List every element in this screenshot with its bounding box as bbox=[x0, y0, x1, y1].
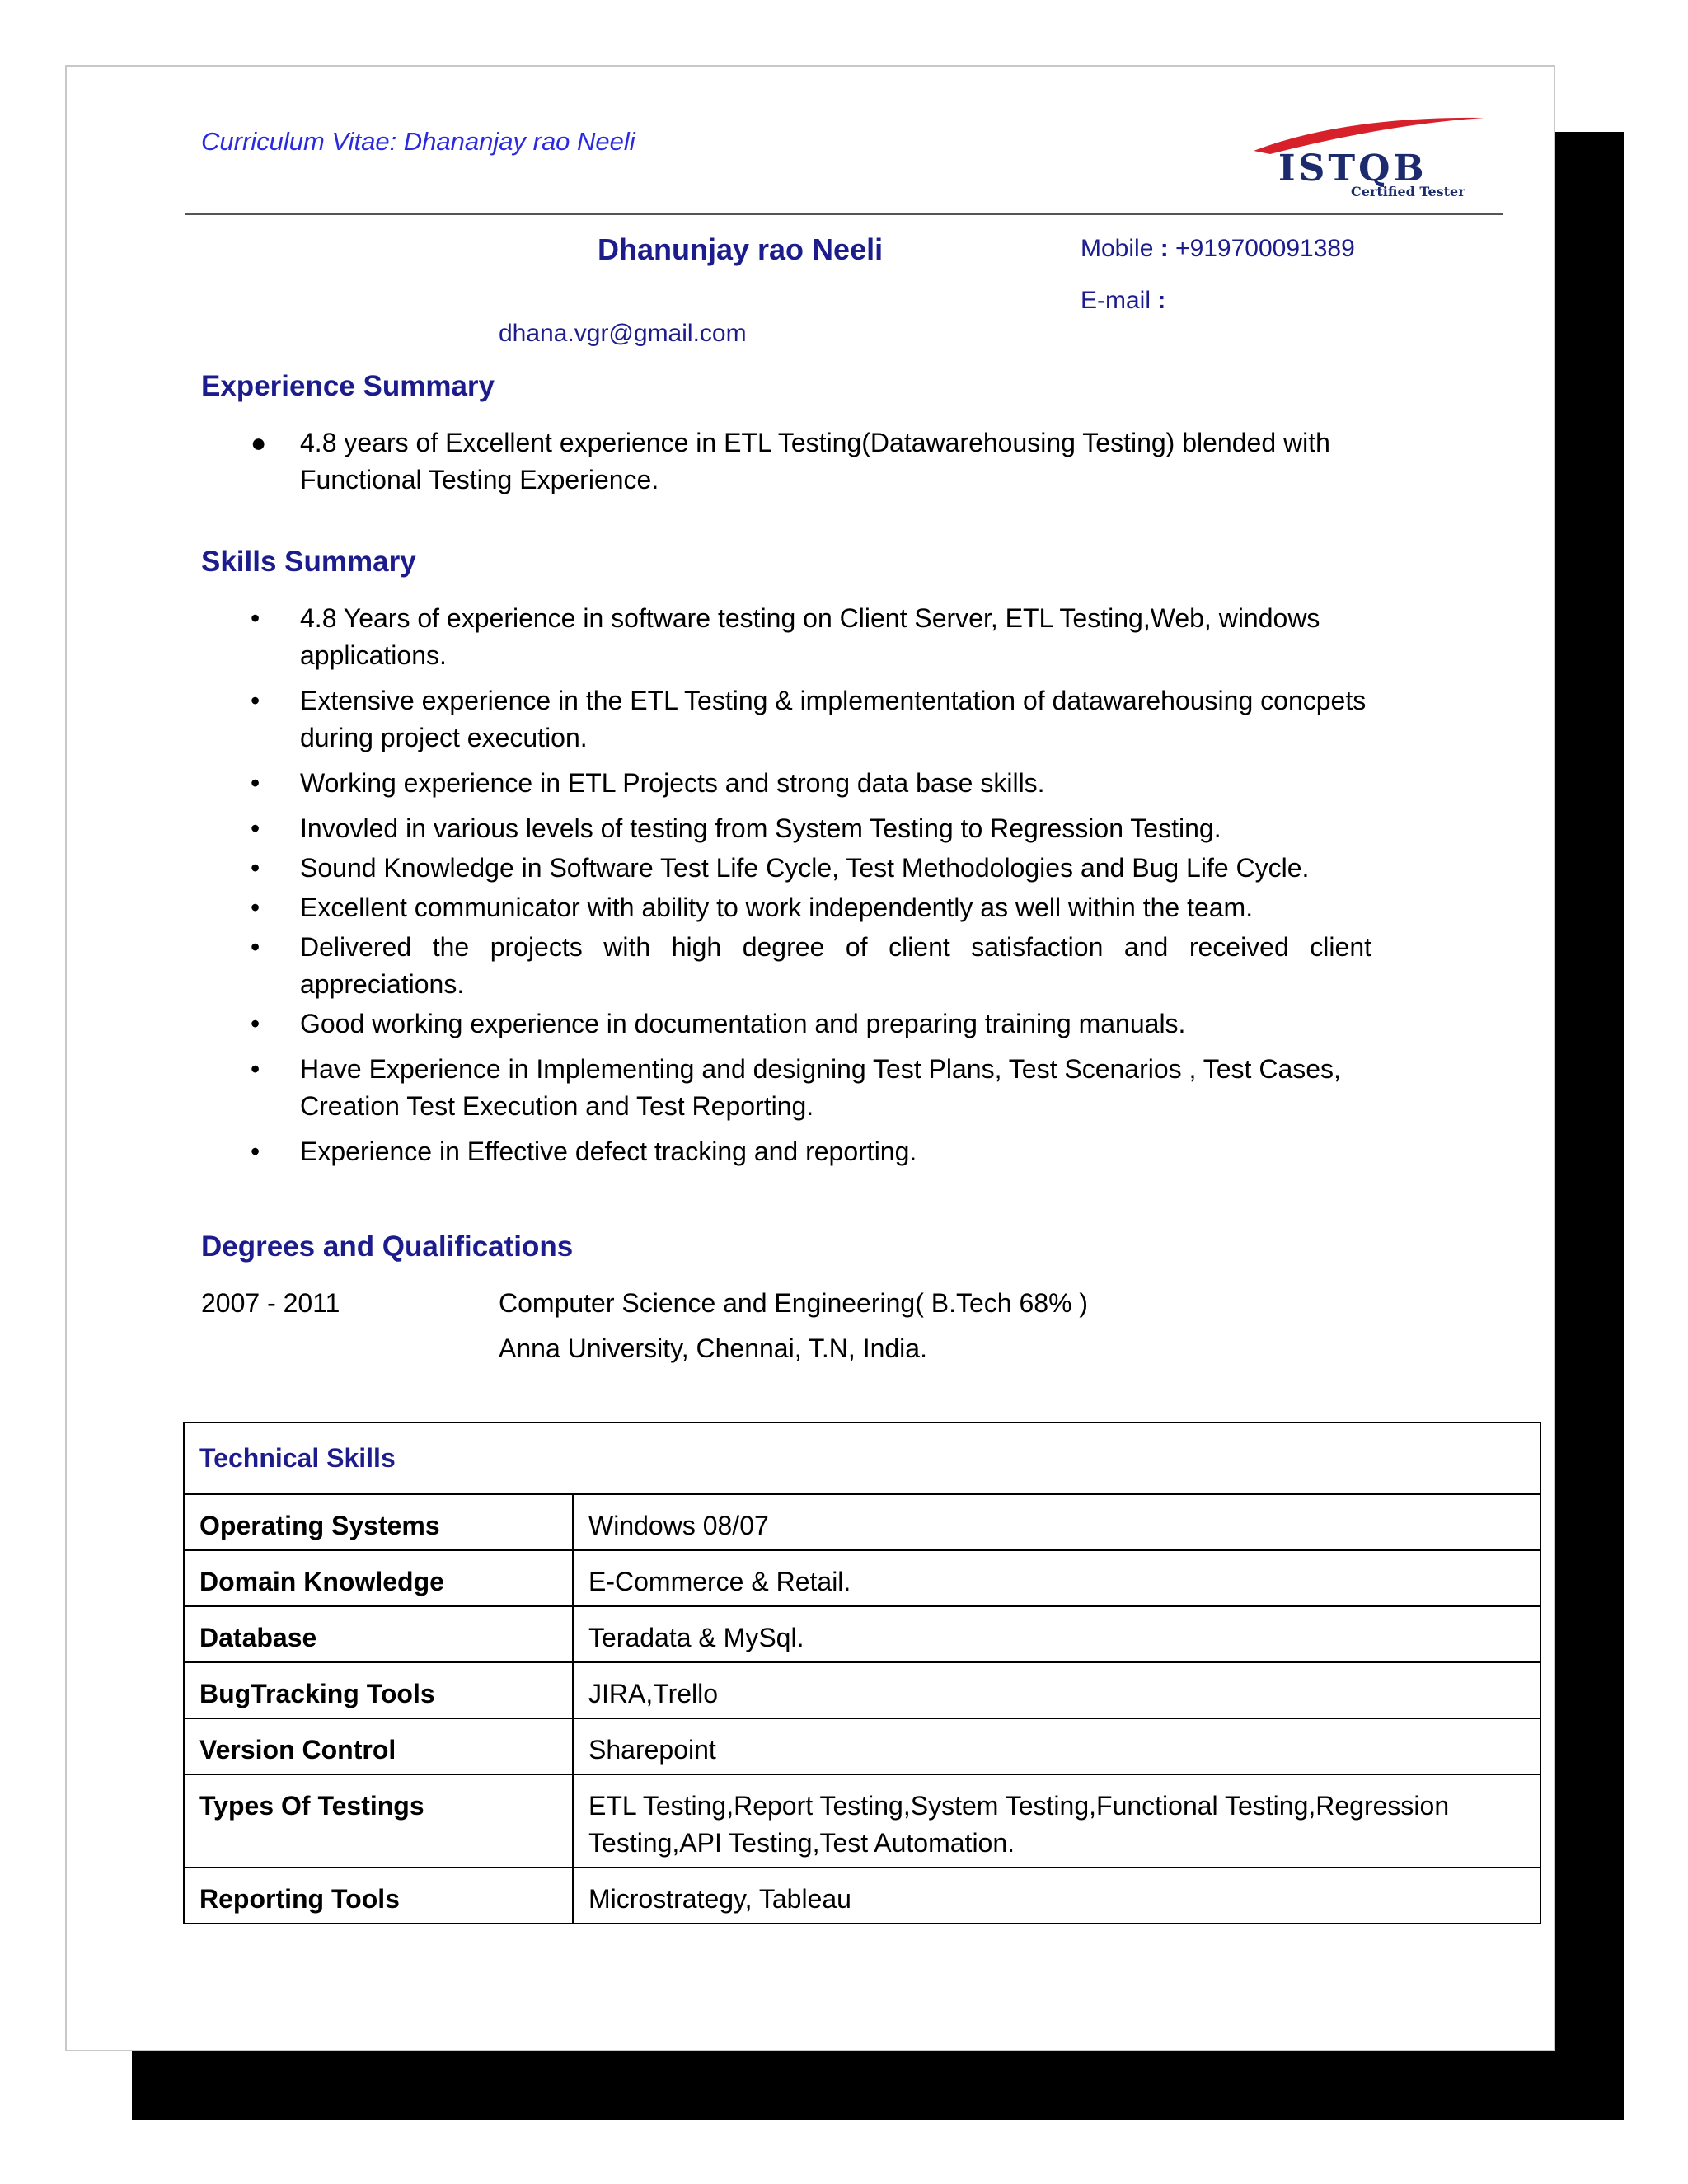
list-item-text: Good working experience in documentation and preparing training manuals. bbox=[300, 1009, 1186, 1038]
mobile-separator: : bbox=[1153, 235, 1176, 262]
bullet-icon: ● bbox=[251, 428, 267, 457]
table-cell-key: Domain Knowledge bbox=[184, 1550, 573, 1606]
candidate-name: Dhanunjay rao Neeli bbox=[598, 232, 884, 266]
logo-main-text: ISTQB bbox=[1278, 148, 1428, 190]
skills-list bbox=[201, 600, 1372, 1170]
bullet-icon: • bbox=[251, 932, 260, 962]
list-item bbox=[201, 1005, 1372, 1043]
cv-title: Curriculum Vitae: Dhananjay rao Neeli bbox=[201, 127, 635, 156]
list-item bbox=[201, 682, 1372, 757]
list-item bbox=[201, 929, 1372, 1003]
list-item-text: Sound Knowledge in Software Test Life Cycle, Test Methodologies and Bug Life Cycle. bbox=[300, 853, 1310, 883]
bullet-icon: • bbox=[251, 1009, 260, 1038]
table-row bbox=[184, 1774, 1540, 1868]
table-cell-key: Database bbox=[184, 1606, 573, 1662]
table-row bbox=[184, 1550, 1540, 1606]
table-cell-key: Reporting Tools bbox=[184, 1868, 573, 1924]
experience-heading: Experience Summary bbox=[201, 370, 495, 402]
table-cell-value: JIRA,Trello bbox=[573, 1662, 1540, 1718]
list-item bbox=[201, 810, 1372, 847]
mobile-label: Mobile bbox=[1081, 235, 1154, 262]
list-item-text: Have Experience in Implementing and designing Test Plans, Test Scenarios , Test Cases, Creation Test Execution and Test Reporting. bbox=[300, 1054, 1341, 1121]
bullet-icon: • bbox=[251, 813, 260, 843]
degree-title: Computer Science and Engineering( B.Tech 68% ) bbox=[499, 1288, 1089, 1318]
bullet-icon: • bbox=[251, 893, 260, 922]
email-separator: : bbox=[1151, 287, 1166, 314]
table-header-row bbox=[184, 1422, 1540, 1494]
bullet-icon: • bbox=[251, 1137, 260, 1166]
mobile-line bbox=[1081, 235, 1355, 263]
degree-years: 2007 - 2011 bbox=[201, 1288, 340, 1318]
technical-skills-heading: Technical Skills bbox=[184, 1422, 1540, 1494]
table-cell-value: Microstrategy, Tableau bbox=[573, 1868, 1540, 1924]
table-cell-key: BugTracking Tools bbox=[184, 1662, 573, 1718]
degrees-heading: Degrees and Qualifications bbox=[201, 1230, 574, 1263]
list-item bbox=[201, 765, 1372, 802]
bullet-icon: • bbox=[251, 768, 260, 798]
table-cell-key: Version Control bbox=[184, 1718, 573, 1774]
bullet-icon: • bbox=[251, 686, 260, 715]
list-item-text: Extensive experience in the ETL Testing & implemententation of datawarehousing concpets during project execution. bbox=[300, 686, 1367, 752]
list-item-text: Delivered the projects with high degree of client satisfaction and received client appreciations. bbox=[300, 932, 1372, 999]
mobile-value: +919700091389 bbox=[1175, 235, 1355, 262]
list-item-text: 4.8 years of Excellent experience in ETL Testing(Datawarehousing Testing) blended with Functional Testing Experience. bbox=[300, 428, 1330, 494]
list-item bbox=[201, 850, 1372, 887]
table-cell-value: Sharepoint bbox=[573, 1718, 1540, 1774]
list-item bbox=[201, 1051, 1372, 1125]
list-item-text: Experience in Effective defect tracking and reporting. bbox=[300, 1137, 917, 1166]
document-page bbox=[65, 65, 1555, 2051]
list-item bbox=[201, 1133, 1372, 1170]
table-cell-value: ETL Testing,Report Testing,System Testing,Functional Testing,Regression Testing,API Testing,Test Automation. bbox=[573, 1774, 1540, 1868]
experience-list bbox=[201, 424, 1372, 499]
list-item bbox=[201, 424, 1372, 499]
table-row bbox=[184, 1494, 1540, 1550]
table-row bbox=[184, 1868, 1540, 1924]
bullet-icon: • bbox=[251, 853, 260, 883]
table-cell-key: Types Of Testings bbox=[184, 1774, 573, 1868]
email-value: dhana.vgr@gmail.com bbox=[499, 320, 747, 347]
table-cell-key: Operating Systems bbox=[184, 1494, 573, 1550]
header-rule bbox=[185, 213, 1503, 215]
table-cell-value: Teradata & MySql. bbox=[573, 1606, 1540, 1662]
table-row bbox=[184, 1718, 1540, 1774]
email-label: E-mail bbox=[1081, 287, 1151, 314]
degree-university: Anna University, Chennai, T.N, India. bbox=[499, 1333, 927, 1363]
istqb-logo bbox=[1221, 100, 1493, 199]
list-item-text: 4.8 Years of experience in software testing on Client Server, ETL Testing,Web, windows applications. bbox=[300, 603, 1320, 670]
table-cell-value: E-Commerce & Retail. bbox=[573, 1550, 1540, 1606]
list-item-text: Invovled in various levels of testing from System Testing to Regression Testing. bbox=[300, 813, 1221, 843]
list-item-text: Excellent communicator with ability to work independently as well within the team. bbox=[300, 893, 1254, 922]
bullet-icon: • bbox=[251, 1054, 260, 1084]
logo-sub-text: Certified Tester bbox=[1351, 184, 1465, 199]
skills-heading: Skills Summary bbox=[201, 546, 416, 578]
list-item-text: Working experience in ETL Projects and strong data base skills. bbox=[300, 768, 1045, 798]
list-item bbox=[201, 889, 1372, 926]
table-cell-value: Windows 08/07 bbox=[573, 1494, 1540, 1550]
list-item bbox=[201, 600, 1372, 674]
table-row bbox=[184, 1662, 1540, 1718]
table-row bbox=[184, 1606, 1540, 1662]
email-label-line bbox=[1081, 287, 1165, 315]
bullet-icon: • bbox=[251, 603, 260, 633]
technical-skills-table bbox=[183, 1422, 1541, 1924]
